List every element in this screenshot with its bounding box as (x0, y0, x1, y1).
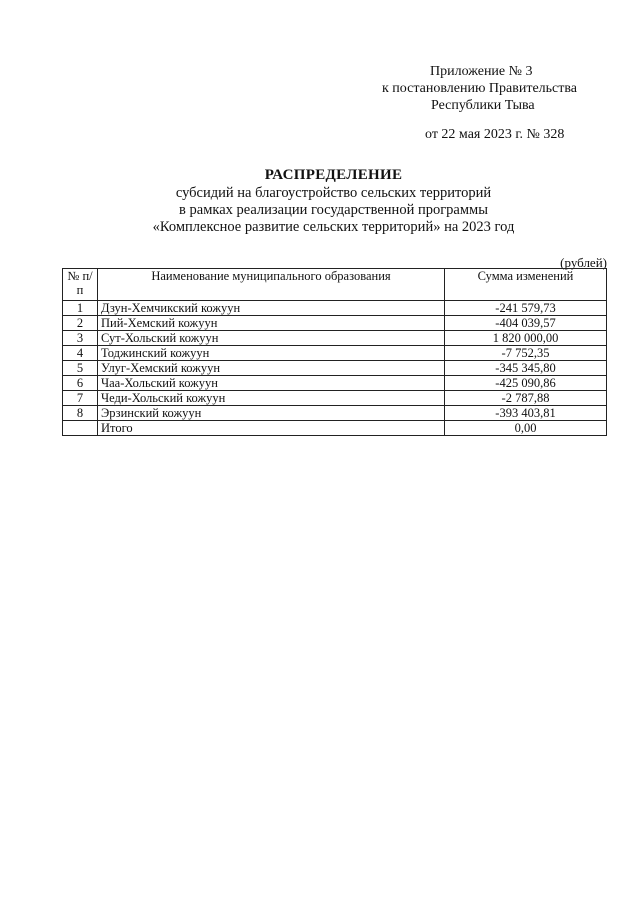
row-municipality: Пий-Хемский кожуун (98, 316, 445, 331)
row-municipality: Сут-Хольский кожуун (98, 331, 445, 346)
appendix-republic: Республики Тыва (431, 98, 535, 113)
units-label: (рублей) (560, 255, 607, 270)
row-number: 7 (63, 391, 98, 406)
total-amount: 0,00 (445, 421, 607, 436)
row-amount: -345 345,80 (445, 361, 607, 376)
row-number: 2 (63, 316, 98, 331)
table-row (63, 406, 607, 421)
table-row (63, 301, 607, 316)
table-row (63, 316, 607, 331)
appendix-block (380, 63, 596, 143)
row-number: 1 (63, 301, 98, 316)
table-row (63, 331, 607, 346)
title-line-2: в рамках реализации государственной программы (179, 202, 488, 218)
header-number: № п/п (63, 269, 98, 301)
title-line-1: субсидий на благоустройство сельских территорий (175, 185, 492, 201)
row-amount: -2 787,88 (445, 391, 607, 406)
table-header-row (63, 269, 607, 301)
header-amount: Сумма изменений (445, 269, 607, 301)
row-municipality: Чаа-Хольский кожуун (98, 376, 445, 391)
total-number (63, 421, 98, 436)
row-municipality: Эрзинский кожуун (98, 406, 445, 421)
table-row (63, 346, 607, 361)
document-heading: РАСПРЕДЕЛЕНИЕ (264, 167, 403, 183)
row-number: 5 (63, 361, 98, 376)
row-municipality: Дзун-Хемчикский кожуун (98, 301, 445, 316)
title-line-3: «Комплексное развитие сельских территорий» на 2023 год (152, 219, 515, 235)
table-total-row (63, 421, 607, 436)
row-number: 3 (63, 331, 98, 346)
title-block (60, 167, 607, 236)
row-municipality: Чеди-Хольский кожуун (98, 391, 445, 406)
row-amount: -7 752,35 (445, 346, 607, 361)
table-row (63, 391, 607, 406)
row-amount: -404 039,57 (445, 316, 607, 331)
row-municipality: Тоджинский кожуун (98, 346, 445, 361)
table-row (63, 361, 607, 376)
distribution-table (62, 268, 607, 436)
table-row (63, 376, 607, 391)
row-number: 8 (63, 406, 98, 421)
row-amount: -241 579,73 (445, 301, 607, 316)
total-label: Итого (98, 421, 445, 436)
row-number: 6 (63, 376, 98, 391)
row-number: 4 (63, 346, 98, 361)
appendix-date: от 22 мая 2023 г. № 328 (425, 127, 565, 142)
appendix-resolution: к постановлению Правительства (382, 81, 578, 96)
header-municipality: Наименование муниципального образования (98, 269, 445, 301)
row-municipality: Улуг-Хемский кожуун (98, 361, 445, 376)
row-amount: -393 403,81 (445, 406, 607, 421)
row-amount: -425 090,86 (445, 376, 607, 391)
appendix-number: Приложение № 3 (430, 64, 533, 79)
row-amount: 1 820 000,00 (445, 331, 607, 346)
